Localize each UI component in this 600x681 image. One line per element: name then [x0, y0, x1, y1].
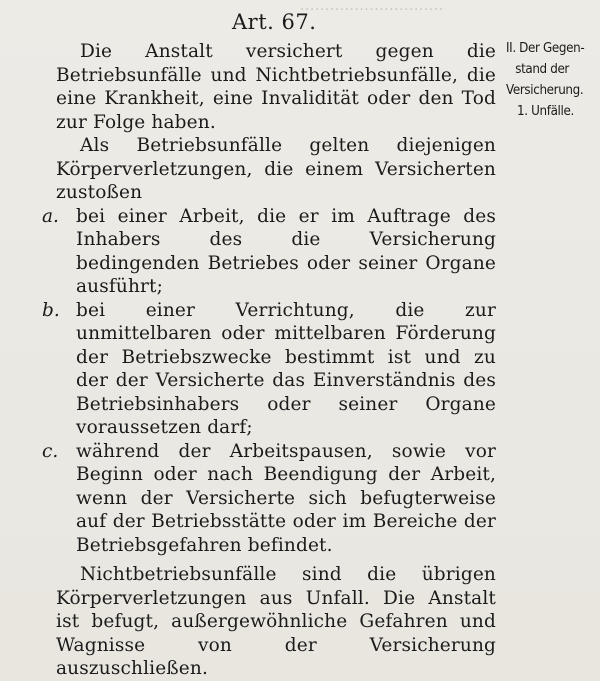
article-body	[42, 40, 496, 681]
paragraph-3: Nichtbetriebsunfälle sind die übrigen Körperverletzungen aus Unfall. Die Anstalt ist befugt, außergewöhnliche Gefahren und Wagnisse von der Versicherung auszuschließen.	[56, 564, 496, 679]
list-text-c: während der Arbeitspausen, sowie vor Beginn oder nach Beendigung der Arbeit, wenn der Versicherte sich befugterweise auf der Betriebsstätte oder im Bereiche der Betriebsgefahren befindet.	[76, 440, 496, 556]
list-marker-b: b.	[42, 299, 60, 321]
margin-note-line-4: 1. Unfälle.	[517, 104, 574, 119]
list-item-a	[42, 205, 496, 299]
list-item-b	[42, 299, 496, 440]
list-text-b: bei einer Verrichtung, die zur unmittelbaren oder mittelbaren Förderung der Betriebszwecke bestimmt ist und zu der der Versicherte das Einverständnis des Betriebsinhabers oder seiner Organe voraussetzen darf;	[76, 299, 496, 438]
paragraph-1: Die Anstalt versichert gegen die Betriebsunfälle und Nichtbetriebsunfälle, die eine Krankheit, eine Invalidität oder den Tod zur Folge haben.	[56, 41, 496, 133]
article-title: Art. 67.	[232, 10, 317, 34]
margin-note-line-1: II. Der Gegen-	[506, 41, 585, 56]
margin-note-line-2: stand der	[515, 62, 569, 77]
list-marker-c: c.	[42, 440, 59, 462]
margin-note-line-3: Versicherung.	[506, 83, 584, 98]
list-item-c	[42, 440, 496, 558]
show-through-text: ·····························	[300, 2, 444, 18]
list-marker-a: a.	[42, 205, 59, 227]
enumerated-list	[42, 205, 496, 558]
margin-note	[506, 38, 592, 122]
paragraph-2: Als Betriebsunfälle gelten diejenigen Körperverletzungen, die einem Versicherten zustoßen	[56, 135, 496, 203]
list-text-a: bei einer Arbeit, die er im Auftrage des Inhabers des die Versicherung bedingenden Betriebes oder seiner Organe ausführt;	[76, 205, 496, 297]
